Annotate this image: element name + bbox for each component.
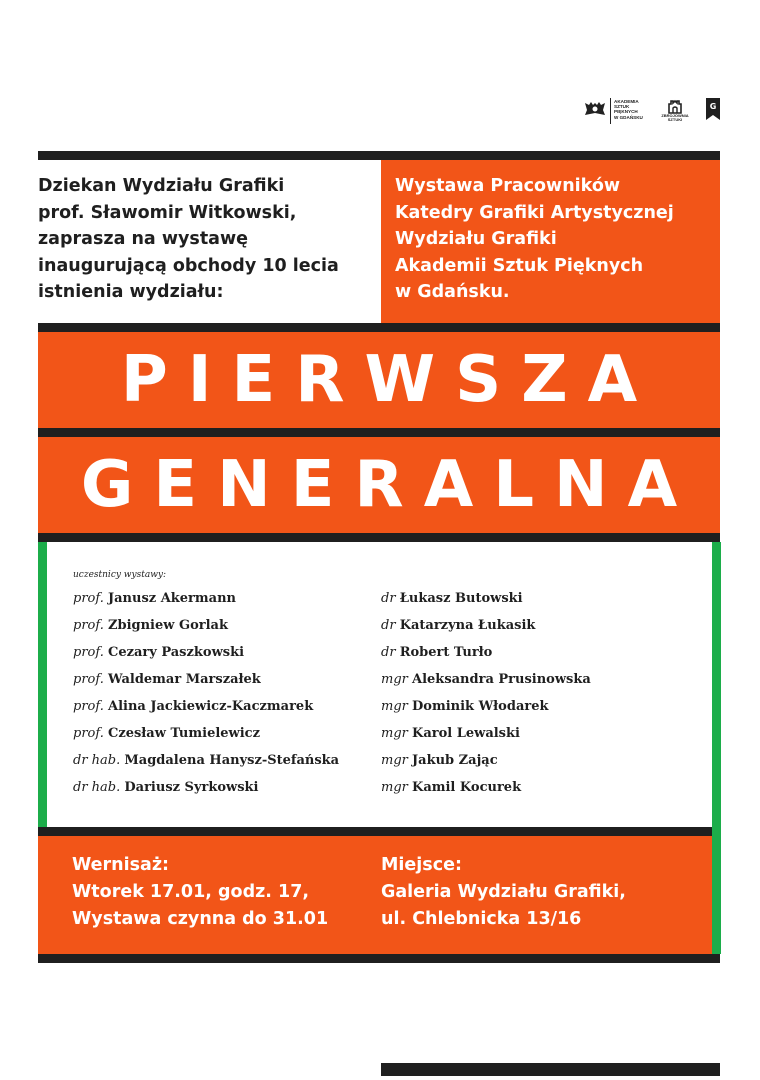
participant-name: Jakub Zając [412,753,498,768]
participant-title: prof. [73,699,104,714]
participant-name: Katarzyna Łukasik [399,618,536,633]
participant-name: Karol Lewalski [412,726,520,741]
participant-name: Dominik Włodarek [412,699,549,714]
participant-row [73,779,339,806]
title-line2: GENERALNA [38,437,720,533]
exhibition-text: Wystawa Pracowników Katedry Grafiki Artystycznej Wydziału Grafiki Akademii Sztuk Pięknych w Gdańsku. [395,176,674,302]
participant-row [73,617,339,644]
participant-row [381,725,591,752]
participant-name: Magdalena Hanysz-Stefańska [124,753,340,768]
participant-title: prof. [73,672,104,687]
participant-row [73,698,339,725]
zbrojownia-logo [659,98,691,126]
participant-title: dr hab. [73,780,121,795]
participant-title: prof. [73,591,104,606]
participant-row [73,590,339,617]
participant-name: Łukasz Butowski [399,591,523,606]
participant-name: Robert Turło [399,645,493,660]
title-bar-bottom [38,533,720,542]
g-letter: G [709,102,717,111]
participants-right-column [381,590,591,806]
participant-name: Janusz Akermann [107,591,236,606]
participant-row [381,671,591,698]
participant-name: Dariusz Syrkowski [124,780,259,795]
title-bar-top [38,323,720,332]
participant-title: mgr [381,726,408,741]
participant-row [381,779,591,806]
participant-title: dr [381,618,396,633]
participant-title: dr [381,591,396,606]
participant-row [381,590,591,617]
participant-name: Waldemar Marszałek [107,672,261,687]
g-logo [706,98,720,120]
participant-name: Czesław Tumielewicz [107,726,260,741]
title-bar-middle [38,428,720,437]
green-bar-right [712,542,721,954]
participants-label: uczestnicy wystawy: [73,570,167,580]
participant-title: prof. [73,618,104,633]
participant-row [381,617,591,644]
participant-row [73,671,339,698]
participant-row [381,644,591,671]
asp-divider [610,98,611,124]
asp-crest-icon [583,101,607,117]
participant-name: Kamil Kocurek [412,780,522,795]
zbrojownia-text: ZBROJOWNIA SZTUKI [661,113,689,123]
participant-name: Aleksandra Prusinowska [412,672,591,687]
asp-logo-text: AKADEMIA SZTUK PIĘKNYCH W GDAŃSKU [614,99,643,120]
top-bar [38,151,720,160]
venue-text: Miejsce: Galeria Wydziału Grafiki, ul. Chlebnicka 13/16 [381,855,626,929]
participant-title: prof. [73,645,104,660]
participant-row [73,725,339,752]
footer-bar-top [38,827,712,836]
participant-title: mgr [381,672,408,687]
participant-title: mgr [381,699,408,714]
bottom-bar [381,1063,720,1076]
participant-row [73,752,339,779]
participant-name: Alina Jackiewicz-Kaczmarek [107,699,314,714]
participant-title: dr [381,645,396,660]
intro-text: Dziekan Wydziału Grafiki prof. Sławomir Witkowski, zaprasza na wystawę inaugurującą obchody 10 lecia istnienia wydziału: [38,176,339,302]
exhibition-box [381,160,720,323]
participant-title: mgr [381,780,408,795]
vernissage-text: Wernisaż: Wtorek 17.01, godz. 17, Wystawa czynna do 31.01 [72,855,329,929]
asp-logo [583,98,643,126]
zbrojownia-icon [666,98,684,114]
participant-title: dr hab. [73,753,121,768]
participant-row [73,644,339,671]
participants-left-column [73,590,339,806]
footer-bar-bottom [38,954,720,963]
participant-row [381,698,591,725]
participant-name: Zbigniew Gorlak [107,618,228,633]
green-bar-left [38,542,47,827]
participant-title: mgr [381,753,408,768]
participant-row [381,752,591,779]
footer-box [38,836,712,954]
participant-title: prof. [73,726,104,741]
title-line1: PIERWSZA [38,332,720,428]
participant-name: Cezary Paszkowski [107,645,245,660]
